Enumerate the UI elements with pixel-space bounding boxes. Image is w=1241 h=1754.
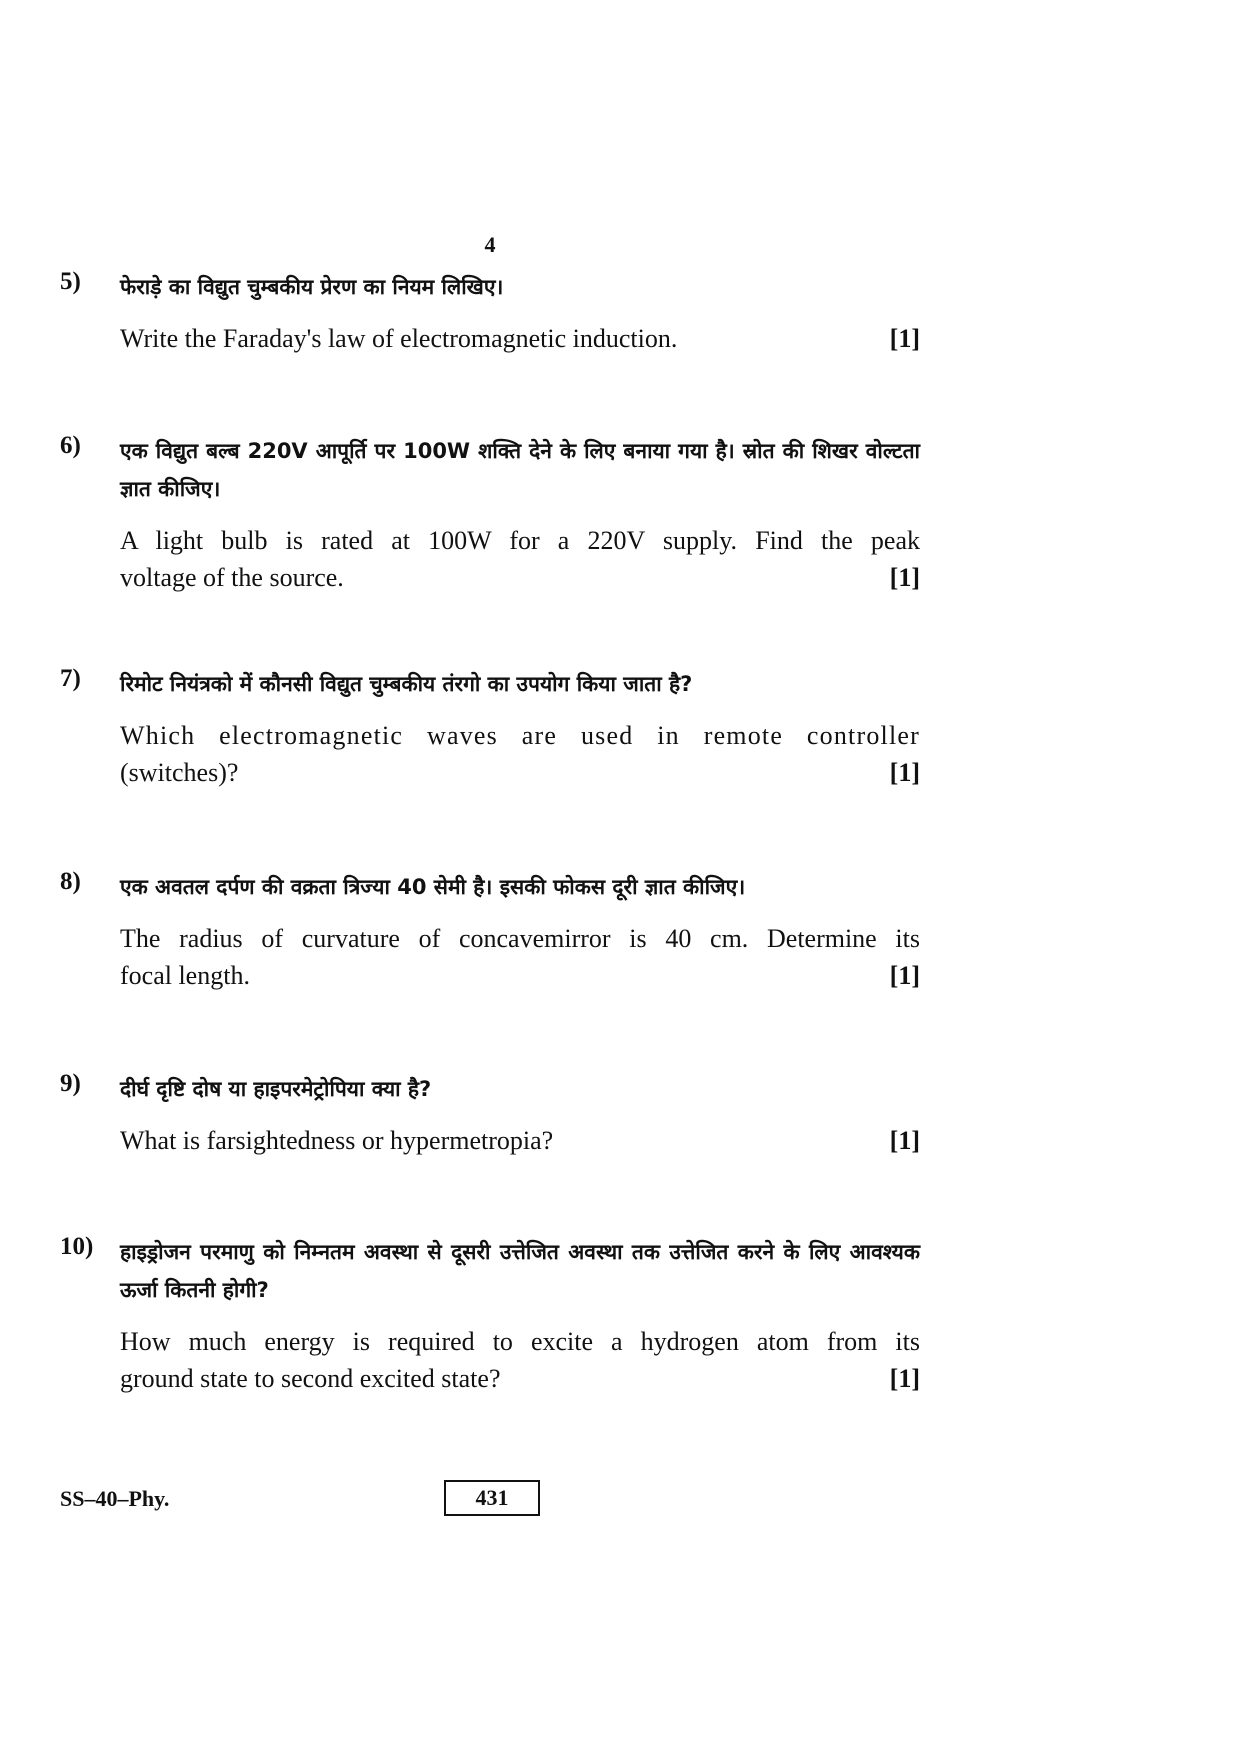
english-line-2-row — [120, 957, 920, 994]
english-line-2: ground state to second excited state? — [120, 1364, 501, 1393]
page-number: 4 — [484, 232, 496, 257]
question-english-text — [120, 1122, 920, 1159]
question-number: 7) — [60, 665, 81, 692]
paper-code: SS–40–Phy. — [60, 1486, 170, 1511]
question-english-text — [120, 522, 920, 596]
question-10 — [60, 1233, 920, 1397]
question-hindi-text: हाइड्रोजन परमाणु को निम्नतम अवस्था से दूसरी उत्तेजित अवस्था तक उत्तेजित करने के लिए आवश्यक ऊर्जा कितनी होगी? — [120, 1240, 920, 1302]
question-english-text — [120, 1323, 920, 1397]
question-number: 9) — [60, 1070, 81, 1097]
question-english-text — [120, 920, 920, 994]
english-line-2-row — [120, 754, 920, 791]
english-line-2-row — [120, 1360, 920, 1397]
english-line: What is farsightedness or hypermetropia? — [120, 1126, 554, 1155]
question-6 — [60, 432, 920, 596]
question-number: 10) — [60, 1233, 94, 1260]
question-hindi-text: फेराड़े का विद्युत चुम्बकीय प्रेरण का नियम लिखिए। — [120, 275, 504, 299]
english-line-2-row — [120, 559, 920, 596]
question-english-text — [120, 717, 920, 791]
marks-label: [1] — [889, 961, 920, 990]
question-8 — [60, 868, 920, 994]
question-hindi-text: एक अवतल दर्पण की वक्रता त्रिज्या 40 सेमी है। इसकी फोकस दूरी ज्ञात कीजिए। — [120, 875, 746, 899]
marks-label: [1] — [889, 1364, 920, 1393]
marks-label: [1] — [889, 324, 920, 353]
marks-label: [1] — [889, 563, 920, 592]
paper-number-box: 431 — [444, 1480, 540, 1516]
question-9 — [60, 1070, 920, 1159]
question-5 — [60, 268, 920, 357]
question-english-text — [120, 320, 920, 357]
question-hindi-text: रिमोट नियंत्रको में कौनसी विद्युत चुम्बकीय तंरगो का उपयोग किया जाता है? — [120, 672, 693, 696]
question-number: 5) — [60, 268, 81, 295]
question-number: 6) — [60, 432, 81, 459]
question-7 — [60, 665, 920, 791]
english-line: The radius of curvature of concavemirror is 40 cm. Determine its — [120, 924, 920, 953]
english-line-2: voltage of the source. — [120, 563, 344, 592]
english-line: Write the Faraday's law of electromagnetic induction. — [120, 324, 678, 353]
english-line: Which electromagnetic waves are used in remote controller — [120, 721, 920, 750]
english-line: How much energy is required to excite a hydrogen atom from its — [120, 1327, 920, 1356]
marks-label: [1] — [889, 1126, 920, 1155]
english-line-2: (switches)? — [120, 758, 239, 787]
question-hindi-text: दीर्घ दृष्टि दोष या हाइपरमेट्रोपिया क्या है? — [120, 1077, 432, 1101]
question-hindi-text: एक विद्युत बल्ब 220V आपूर्ति पर 100W शक्ति देने के लिए बनाया गया है। स्रोत की शिखर वोल्टता ज्ञात कीजिए। — [120, 439, 920, 501]
marks-label: [1] — [889, 758, 920, 787]
english-line-2: focal length. — [120, 961, 250, 990]
english-line: A light bulb is rated at 100W for a 220V supply. Find the peak — [120, 526, 920, 555]
question-number: 8) — [60, 868, 81, 895]
